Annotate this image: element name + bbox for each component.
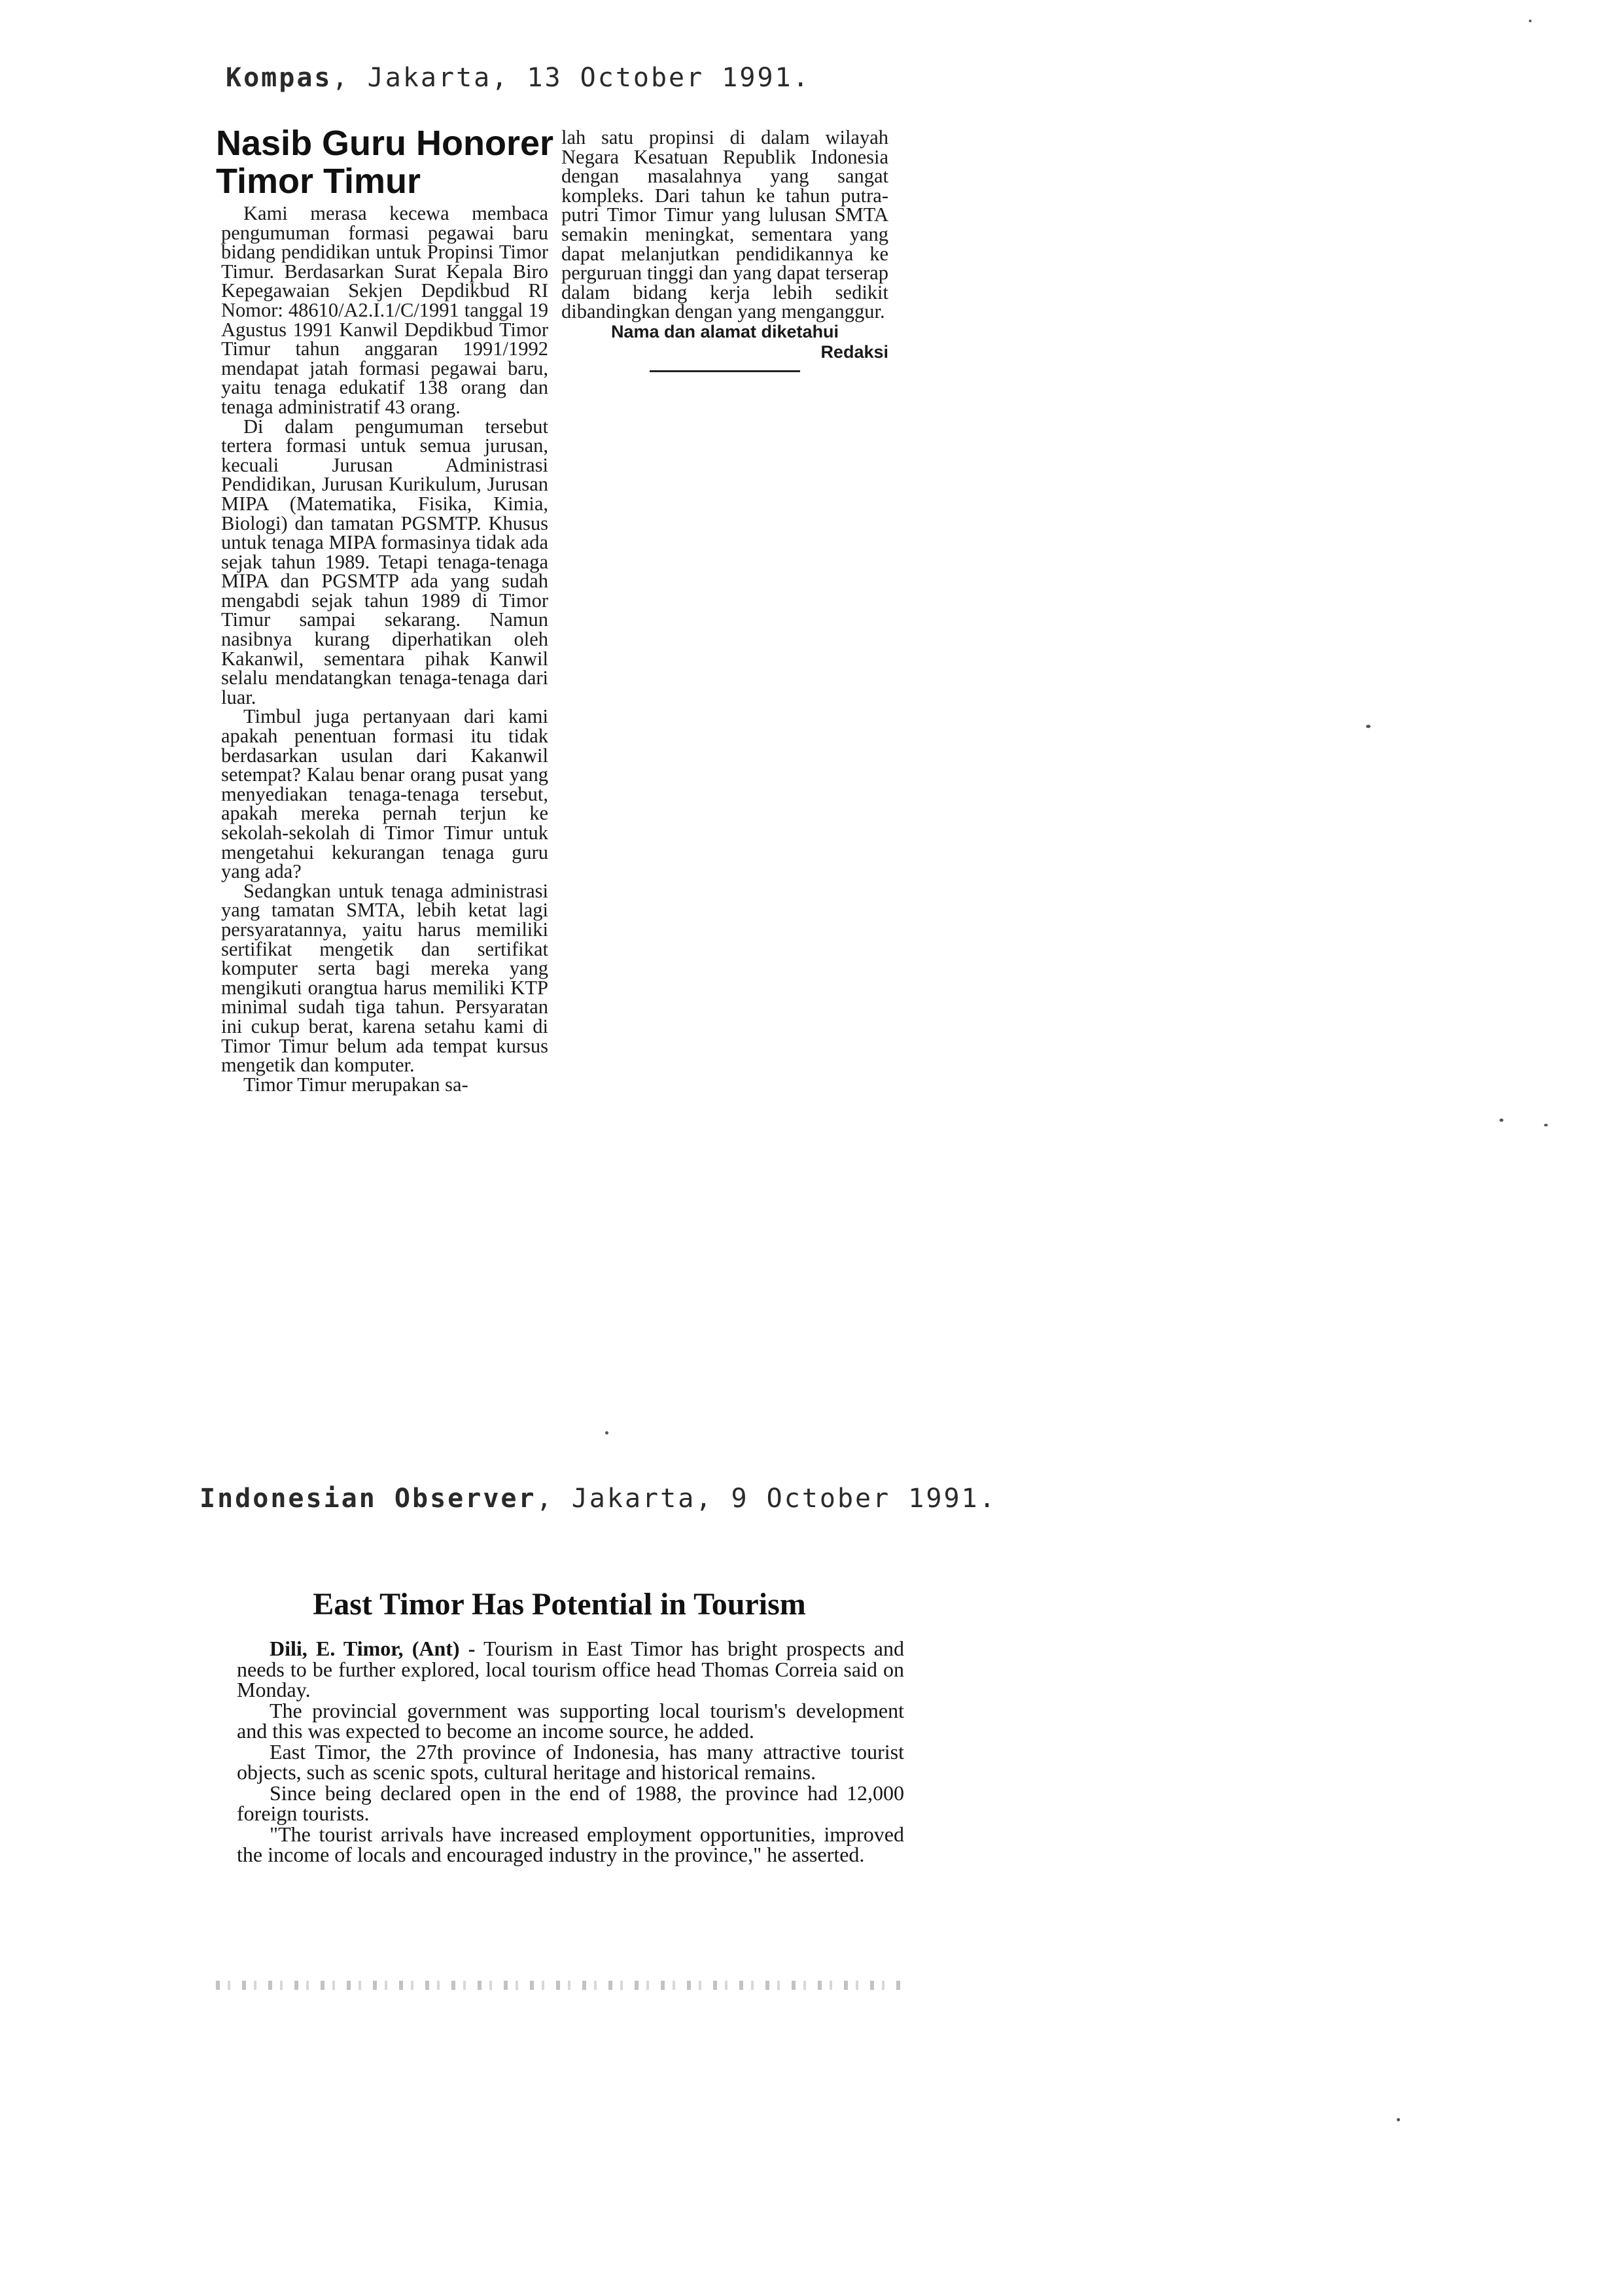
- observer-paragraph: [237, 1639, 904, 1701]
- scan-speck: [1366, 725, 1371, 728]
- kompas-signature-note: Nama dan alamat diketahui: [610, 321, 839, 341]
- observer-paragraph: The provincial government was supporting local tourism's development and this was expected to become an income source, he added.: [237, 1698, 904, 1743]
- observer-lead-text: Tourism in East Timor has bright prospects and needs to be further explored, local tourism office head Thomas Correia said on Monday.: [237, 1637, 904, 1701]
- observer-lead: Dili, E. Timor, (Ant) -: [270, 1637, 476, 1660]
- scan-speck: [605, 1431, 608, 1435]
- kompas-paragraph: Di dalam pengumuman tersebut tertera formasi untuk semua jurusan, kecuali Jurusan Administrasi Pendidikan, Jurusan Kurikulum, Jurusan MIPA (Matematika, Fisika, Kimia, Biologi) dan tamatan PGSMTP. Khusus untuk tenaga MIPA formasinya tidak ada sejak tahun 1989. Tetapi tenaga-tenaga MIPA dan PGSMTP ada yang sudah mengabdi sejak tahun 1989 di Timor Timur sampai sekarang. Namun nasibnya kurang diperhatikan oleh Kakanwil, sementara pihak Kanwil selalu mendatangkan tenaga-tenaga dari luar.: [221, 415, 548, 708]
- kompas-paragraph: Timor Timur merupakan sa-: [243, 1073, 468, 1096]
- kompas-paragraph-continued: lah satu propinsi di dalam wilayah Negara Kesatuan Republik Indonesia dengan masalahnya yang sangat kompleks. Dari tahun ke tahun putra-putri Timor Timur yang lulusan SMTA semakin meningkat, sementara yang dapat melanjutkan pendidikannya ke perguruan tinggi dan yang dapat terserap dalam bidang kerja lebih sedikit dibandingkan dengan yang menganggur.: [561, 126, 888, 323]
- kompas-source-name: Kompas: [226, 63, 332, 93]
- scan-speck: [1529, 20, 1532, 22]
- kompas-signature-editor: Redaksi: [820, 341, 888, 362]
- faded-print-line: [216, 1981, 903, 1990]
- kompas-end-rule: [650, 370, 800, 372]
- observer-paragraph: Since being declared open in the end of 1988, the province had 12,000 foreign tourists.: [237, 1781, 904, 1825]
- observer-article-title: East Timor Has Potential in Tourism: [313, 1587, 806, 1622]
- kompas-article-title: Nasib Guru Honorer Timor Timur: [216, 124, 554, 201]
- observer-dateline-rest: , Jakarta, 9 October 1991.: [536, 1484, 997, 1514]
- observer-paragraph: "The tourist arrivals have increased employment opportunities, improved the income of locals and encouraged industry in the province," he asserted.: [237, 1822, 904, 1866]
- scan-speck: [1499, 1119, 1503, 1122]
- scan-speck: [1544, 1124, 1548, 1126]
- kompas-paragraph: Sedangkan untuk tenaga administrasi yang tamatan SMTA, lebih ketat lagi persyaratannya, yaitu harus memiliki sertifikat mengetik dan sertifikat komputer serta bagi mereka yang mengikuti orangtua harus memiliki KTP minimal sudah tiga tahun. Persyaratan ini cukup berat, karena setahu kami di Timor Timur belum ada tempat kursus mengetik dan komputer.: [221, 879, 548, 1077]
- observer-paragraph: East Timor, the 27th province of Indonesia, has many attractive tourist objects, such as scenic spots, cultural heritage and historical remains.: [237, 1739, 904, 1784]
- kompas-dateline: [226, 63, 811, 93]
- observer-dateline: [200, 1484, 997, 1514]
- kompas-paragraph: Timbul juga pertanyaan dari kami apakah penentuan formasi itu tidak berdasarkan usulan dari Kakanwil setempat? Kalau benar orang pusat yang menyediakan tenaga-tenaga tersebut, apakah mereka pernah terjun ke sekolah-sekolah di Timor Timur untuk mengetahui kekurangan tenaga guru yang ada?: [221, 705, 548, 883]
- kompas-column-2: [561, 128, 888, 372]
- observer-source-name: Indonesian Observer: [200, 1484, 536, 1514]
- kompas-dateline-rest: , Jakarta, 13 October 1991.: [332, 63, 811, 93]
- scan-speck: [1397, 2118, 1400, 2121]
- kompas-column-1: [221, 204, 548, 1094]
- observer-article-body: [237, 1639, 904, 1866]
- kompas-paragraph: Kami merasa kecewa membaca pengumuman formasi pegawai baru bidang pendidikan untuk Propinsi Timor Timur. Berdasarkan Surat Kepala Biro Kepegawaian Sekjen Depdikbud RI Nomor: 48610/A2.I.1/C/1991 tanggal 19 Agustus 1991 Kanwil Depdikbud Timor Timur tahun anggaran 1991/1992 mendapat jatah formasi pegawai baru, yaitu tenaga edukatif 138 orang dan tenaga administratif 43 orang.: [221, 202, 548, 418]
